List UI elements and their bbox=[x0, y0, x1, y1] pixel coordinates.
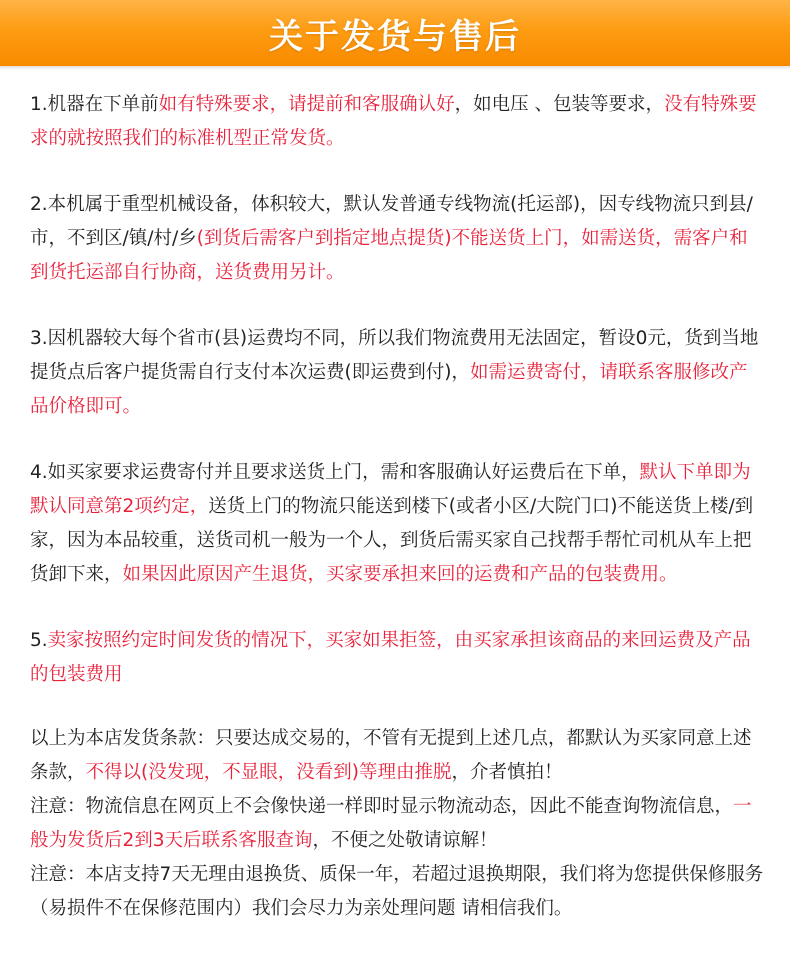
body-text: ，介者慎拍！ bbox=[451, 762, 563, 783]
policy-note-3 bbox=[30, 858, 764, 926]
body-text: 以上为本店发货条款：只要达成交易的，不管有无提到上述几点，都默认为买家同意上述条款， bbox=[30, 728, 752, 783]
policy-notes bbox=[30, 722, 764, 926]
highlighted-text: 默认下单即为默认同意第2项约定， bbox=[30, 462, 751, 517]
policy-item-5 bbox=[30, 624, 764, 692]
body-text: 4.如买家要求运费寄付并且要求送货上门，需和客服确认好运费后在下单， bbox=[30, 462, 640, 483]
policy-paragraphs bbox=[30, 88, 764, 692]
body-text: 注意：物流信息在网页上不会像快递一样即时显示物流动态，因此不能查询物流信息， bbox=[30, 796, 734, 817]
highlighted-text: (到货后需客户到指定地点提货)不能送货上门，如需送货，需客户和到货托运部自行协商，送货费用另计。 bbox=[30, 228, 748, 283]
highlighted-text: 如果因此原因产生退货，买家要承担来回的运费和产品的包装费用。 bbox=[122, 564, 678, 585]
highlighted-text: 如有特殊要求，请提前和客服确认好 bbox=[158, 94, 455, 115]
header-banner bbox=[0, 0, 790, 66]
policy-note-1 bbox=[30, 722, 764, 790]
policy-item-1 bbox=[30, 88, 764, 156]
body-text: ，如电压 、包装等要求， bbox=[454, 94, 665, 115]
body-text: 2.本机属于重型机械设备，体积较大，默认发普通专线物流(托运部)，因专线物流只到县/市，不到区/镇/村/乡 bbox=[30, 194, 753, 249]
body-text: 送货上门的物流只能送到楼下(或者小区/大院门口)不能送货上楼/到家，因为本品较重，送货司机一般为一个人，到货后需买家自己找帮手帮忙司机从车上把货卸下来， bbox=[30, 496, 754, 585]
body-text: 5. bbox=[30, 630, 48, 651]
policy-item-4 bbox=[30, 456, 764, 592]
body-text: 注意：本店支持7天无理由退换货、质保一年，若超过退换期限，我们将为您提供保修服务 （易损件不在保修范围内）我们会尽力为亲处理问题 请相信我们。 bbox=[30, 864, 764, 919]
highlighted-text: 如需运费寄付，请联系客服修改产品价格即可。 bbox=[30, 362, 748, 417]
policy-item-3 bbox=[30, 322, 764, 424]
highlighted-text: 没有特殊要求的就按照我们的标准机型正常发货。 bbox=[30, 94, 757, 149]
policy-item-2 bbox=[30, 188, 764, 290]
policy-note-2 bbox=[30, 790, 764, 858]
highlighted-text: 不得以(没发现，不显眼，没看到)等理由推脱 bbox=[85, 762, 452, 783]
body-text: ，不便之处敬请谅解！ bbox=[312, 830, 498, 851]
highlighted-text: 卖家按照约定时间发货的情况下，买家如果拒签，由买家承担该商品的来回运费及产品的包装费用 bbox=[30, 630, 751, 685]
body-text: 3.因机器较大每个省市(县)运费均不同，所以我们物流费用无法固定，暂设0元，货到当地提货点后客户提货需自行支付本次运费(即运费到付)， bbox=[30, 328, 759, 383]
body-text: 1.机器在下单前 bbox=[30, 94, 159, 115]
highlighted-text: 一般为发货后2到3天后联系客服查询 bbox=[30, 796, 752, 851]
policy-content bbox=[0, 66, 790, 926]
page-title: 关于发货与售后 bbox=[269, 16, 521, 57]
